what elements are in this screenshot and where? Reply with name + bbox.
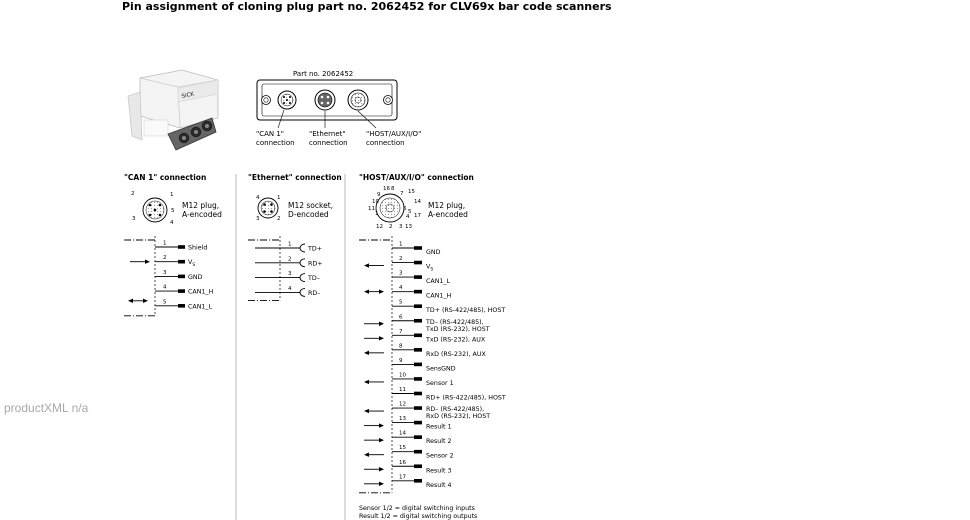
socket-contact-icon [300, 288, 305, 296]
plug-callouts [256, 130, 421, 147]
terminal-block [414, 246, 422, 250]
terminal-block [414, 261, 422, 265]
host-signal-label: $V_S$ [426, 263, 434, 273]
callout-1-line1: "Ethernet" [309, 130, 346, 138]
host-row-9 [392, 358, 456, 373]
host-row-5 [392, 300, 505, 315]
pin-number: 11 [399, 387, 406, 393]
pin-number: 2 [288, 256, 292, 263]
terminal-block [414, 421, 422, 425]
terminal-block [414, 450, 422, 454]
ethernet-signal-label: RD+ [308, 260, 323, 268]
pin-number: 5 [399, 299, 403, 306]
pin-number: 1 [399, 241, 403, 248]
host-signal-label: Result 2 [426, 438, 452, 446]
ethernet-signal-label: RD– [308, 289, 321, 297]
host-row-3 [392, 271, 451, 286]
can-row-1 [155, 241, 207, 252]
pin-number: 16 [399, 459, 406, 466]
pin-number: 9 [399, 357, 403, 364]
part-number-label: Part no. 2062452 [293, 70, 354, 78]
face-pin-label: 2 [277, 216, 281, 222]
terminal-block [178, 245, 185, 249]
pin-number: 14 [399, 430, 406, 437]
host-pinout-face-icon [376, 194, 404, 222]
ethernet-connector-icon [315, 90, 335, 110]
can-section [124, 173, 222, 226]
host-row-16 [364, 460, 451, 475]
terminal-block [178, 260, 185, 264]
face-pin-label: 8 [391, 186, 395, 192]
face-pin-label: 10 [372, 199, 379, 205]
ethernet-signal-label: TD– [308, 275, 320, 283]
ethernet-heading: "Ethernet" connection [248, 173, 342, 182]
mounting-hole-left-icon [262, 96, 271, 105]
host-row-15 [364, 445, 454, 460]
can-signal-label: CAN1_H [188, 288, 214, 296]
ethernet-row-3 [255, 271, 320, 282]
host-note-2: Result 1/2 = digital switching outputs [359, 513, 478, 520]
host-signal-label: Sensor 2 [426, 452, 454, 460]
watermark: productXML n/a [4, 401, 89, 415]
ethernet-row-1 [255, 242, 322, 253]
host-note-1: Sensor 1/2 = digital switching inputs [359, 505, 475, 512]
can-signal-label: $V_S$ [188, 259, 196, 269]
socket-contact-icon [300, 259, 305, 267]
face-pin-label: 1 [277, 195, 281, 201]
host-signal-label: Result 1 [426, 423, 452, 431]
terminal-block [178, 289, 185, 293]
pin-number: 3 [399, 270, 403, 277]
pin-number: 3 [163, 269, 167, 276]
terminal-block [414, 290, 422, 294]
can-type-line1: M12 plug, [182, 201, 220, 210]
can-row-2 [130, 255, 195, 268]
host-row-4 [364, 285, 452, 300]
terminal-block [414, 363, 422, 367]
host-row-1 [392, 242, 441, 257]
host-signal-label: RD+ (RS-422/485), HOST [426, 394, 506, 402]
pin-number: 1 [163, 240, 167, 247]
host-row-6 [364, 314, 490, 333]
terminal-block [414, 275, 422, 279]
terminal-block [414, 392, 422, 396]
ethernet-type-line2: D-encoded [288, 210, 329, 219]
host-row-11 [392, 387, 506, 402]
face-pin-label: 12 [376, 224, 383, 230]
face-pin-label: 5 [171, 208, 175, 214]
host-signal-label: Sensor 1 [426, 379, 454, 387]
face-pin-label: 1 [375, 211, 379, 217]
can-row-5 [128, 299, 213, 311]
can-connector-icon [278, 91, 296, 109]
face-pin-label: 4 [170, 220, 174, 226]
scanner-device-illustration [128, 70, 218, 150]
host-row-17 [364, 474, 451, 489]
pin-number: 6 [399, 314, 403, 321]
face-pin-label: 4 [256, 195, 260, 201]
terminal-block [414, 435, 422, 439]
face-pin-label: 4 [406, 214, 410, 220]
terminal-block [414, 348, 422, 352]
host-signal-label: TD– (RS-422/485), TxD (RS-232), HOST [426, 318, 490, 333]
ethernet-section [248, 173, 342, 222]
terminal-block [414, 334, 422, 338]
can-wiring-table [124, 236, 214, 316]
pin-number: 4 [163, 284, 167, 291]
pin-number: 13 [399, 416, 406, 423]
page-title: Pin assignment of cloning plug part no. 2062452 for CLV69x bar code scanners [122, 0, 612, 13]
face-pin-label: 17 [414, 213, 421, 219]
terminal-block [414, 479, 422, 483]
host-signal-label: RD– (RS-422/485), RxD (RS-232), HOST [426, 406, 491, 421]
terminal-block [414, 464, 422, 468]
host-row-10 [364, 372, 454, 387]
host-signal-label: Result 3 [426, 467, 452, 475]
host-wiring-table [359, 236, 506, 493]
host-connector-icon [348, 90, 368, 110]
can-heading: "CAN 1" connection [124, 173, 207, 182]
ethernet-row-4 [255, 286, 320, 297]
ethernet-type-line1: M12 socket, [288, 201, 334, 210]
host-signal-label: TD+ (RS-422/485), HOST [426, 307, 506, 315]
face-pin-label: 1 [170, 192, 174, 198]
host-type-line2: A-encoded [428, 210, 468, 219]
pin-number: 8 [399, 343, 403, 350]
host-heading: "HOST/AUX/I/O" connection [359, 173, 474, 182]
face-pin-label: 13 [405, 224, 412, 230]
face-pin-label: 2 [131, 191, 135, 197]
terminal-block [414, 377, 422, 381]
pin-number: 10 [399, 372, 406, 379]
face-pin-label: 3 [132, 216, 136, 222]
host-row-14 [364, 431, 451, 446]
face-pin-label: 16 [383, 186, 390, 192]
socket-contact-icon [300, 244, 305, 252]
host-signal-label: RxD (RS-232), AUX [426, 350, 486, 358]
face-pin-label: 11 [368, 206, 375, 212]
can-row-3 [155, 270, 203, 281]
terminal-block [414, 406, 422, 410]
host-signal-label: Result 4 [426, 481, 452, 489]
can-signal-label: Shield [188, 244, 208, 252]
callout-1-line2: connection [309, 139, 348, 147]
svg-text:SICK: SICK [181, 91, 195, 100]
terminal-block [178, 304, 185, 308]
pin-number: 12 [399, 401, 406, 408]
host-row-8 [364, 343, 486, 358]
can-signal-label: CAN1_L [188, 303, 213, 311]
host-signal-label: CAN1_H [426, 292, 452, 300]
face-pin-label: 3 [399, 224, 403, 230]
terminal-block [414, 304, 422, 308]
host-signal-label: GND [426, 249, 441, 256]
can-type-line2: A-encoded [182, 210, 222, 219]
face-pin-label: 14 [414, 199, 421, 205]
can-row-4 [155, 285, 214, 296]
pin-number: 5 [163, 299, 167, 306]
callout-2-line2: connection [366, 139, 405, 147]
can-pinout-face-icon [143, 198, 167, 222]
host-section [359, 173, 474, 230]
callout-0-line1: "CAN 1" [256, 130, 285, 138]
host-signal-label: CAN1_L [426, 278, 451, 286]
callout-2-line1: "HOST/AUX/I/O" [366, 130, 422, 138]
socket-contact-icon [300, 274, 305, 282]
pin-number: 4 [288, 285, 292, 292]
host-signal-label: SensGND [426, 365, 456, 373]
pin-number: 1 [288, 241, 292, 248]
pin-number: 7 [399, 328, 403, 335]
pin-number: 15 [399, 445, 406, 452]
pin-number: 17 [399, 474, 406, 481]
face-pin-label: 15 [408, 189, 415, 195]
cloning-plug-front-view [257, 70, 397, 128]
pin-number: 2 [163, 255, 167, 262]
face-pin-label: 2 [389, 224, 393, 230]
pin-number: 4 [399, 285, 403, 292]
host-signal-label: TxD (RS-232), AUX [426, 336, 486, 344]
ethernet-row-2 [255, 256, 323, 267]
pin-number: 3 [288, 271, 292, 278]
face-pin-label: 6 [403, 206, 407, 212]
mounting-hole-right-icon [384, 96, 393, 105]
ethernet-wiring-table [248, 236, 323, 300]
ethernet-signal-label: TD+ [308, 245, 322, 253]
host-row-12 [364, 402, 490, 421]
face-pin-label: 7 [400, 191, 404, 197]
face-pin-label: 5 [408, 209, 412, 215]
can-signal-label: GND [188, 273, 203, 281]
face-pin-label: 3 [256, 216, 260, 222]
terminal-block [178, 275, 185, 279]
host-type-line1: M12 plug, [428, 201, 466, 210]
terminal-block [414, 319, 422, 323]
ethernet-pinout-face-icon [258, 198, 278, 218]
callout-0-line2: connection [256, 139, 295, 147]
face-pin-label: 9 [377, 192, 381, 198]
pin-number: 2 [399, 256, 403, 263]
